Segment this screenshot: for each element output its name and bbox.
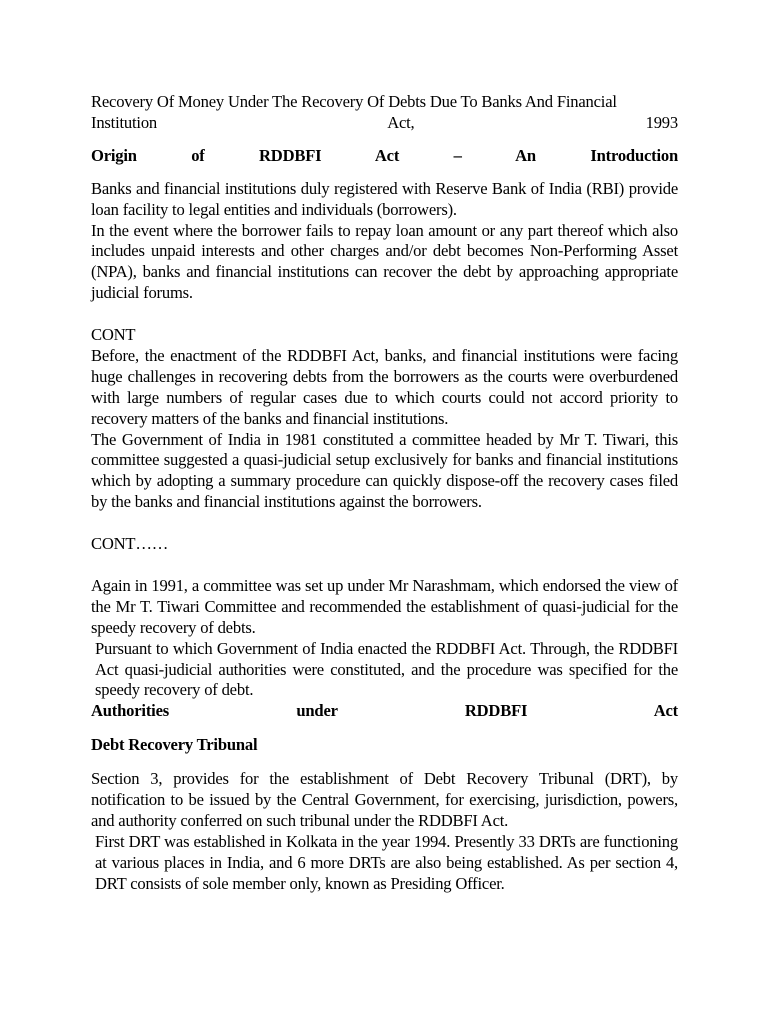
paragraph-govt-1981: The Government of India in 1981 constituted a committee headed by Mr T. Tiwari, this committee suggested a quasi-judicial setup exclusively for banks and financial institutions which by adopting a summary procedure can quickly dispose-off the recovery cases filed by the banks and financial institutions against the borrowers. xyxy=(91,429,678,512)
document-page xyxy=(91,92,678,895)
spacer xyxy=(91,167,678,179)
document-title-line-1: Recovery Of Money Under The Recovery Of Debts Due To Banks And Financial xyxy=(91,92,617,111)
heading-authorities: Authorities under RDDBFI Act xyxy=(91,701,678,721)
spacer xyxy=(91,304,678,325)
paragraph-origin-1: Banks and financial institutions duly registered with Reserve Bank of India (RBI) provide loan facility to legal entities and individuals (borrowers). xyxy=(91,178,678,219)
spacer xyxy=(91,555,678,576)
paragraph-section-3: Section 3, provides for the establishment of Debt Recovery Tribunal (DRT), by notification to be issued by the Central Government, for exercising, jurisdiction, powers, and authority conferred on such tribunal under the RDDBFI Act. xyxy=(91,769,678,830)
paragraph-first-drt: First DRT was established in Kolkata in the year 1994. Presently 33 DRTs are functioning at various places in India, and 6 more DRTs are also being established. As per section 4, DRT consists of sole member only, known as Presiding Officer. xyxy=(95,831,678,893)
spacer xyxy=(91,756,678,769)
paragraph-origin-2: In the event where the borrower fails to repay loan amount or any part thereof which also includes unpaid interests and other charges and/or debt becomes Non-Performing Asset (NPA), banks and financial institutions can recover the debt by approaching appropriate judicial forums. xyxy=(91,220,678,303)
cont-label-1: CONT xyxy=(91,325,136,345)
document-title-line-2: Institution Act, 1993 xyxy=(91,112,678,132)
paragraph-pursuant: Pursuant to which Government of India enacted the RDDBFI Act. Through, the RDDBFI Act quasi-judicial authorities were constituted, and the procedure was specified for the speedy recovery of debt. xyxy=(95,638,678,700)
paragraph-1991: Again in 1991, a committee was set up under Mr Narashmam, which endorsed the view of the Mr T. Tiwari Committee and recommended the establishment of quasi-judicial for the speedy recovery of debts. xyxy=(91,575,678,637)
spacer xyxy=(91,513,678,534)
heading-origin: Origin of RDDBFI Act – An Introduction xyxy=(91,145,678,165)
spacer xyxy=(91,722,678,735)
spacer xyxy=(91,134,678,146)
heading-debt-recovery-tribunal: Debt Recovery Tribunal xyxy=(91,735,258,755)
paragraph-before: Before, the enactment of the RDDBFI Act, banks, and financial institutions were facing huge challenges in recovering debts from the borrowers as the courts were overburdened with large numbers of regular cases due to which courts could not accord priority to recovery matters of the banks and financial institutions. xyxy=(91,345,678,428)
cont-label-2: CONT…… xyxy=(91,534,169,554)
